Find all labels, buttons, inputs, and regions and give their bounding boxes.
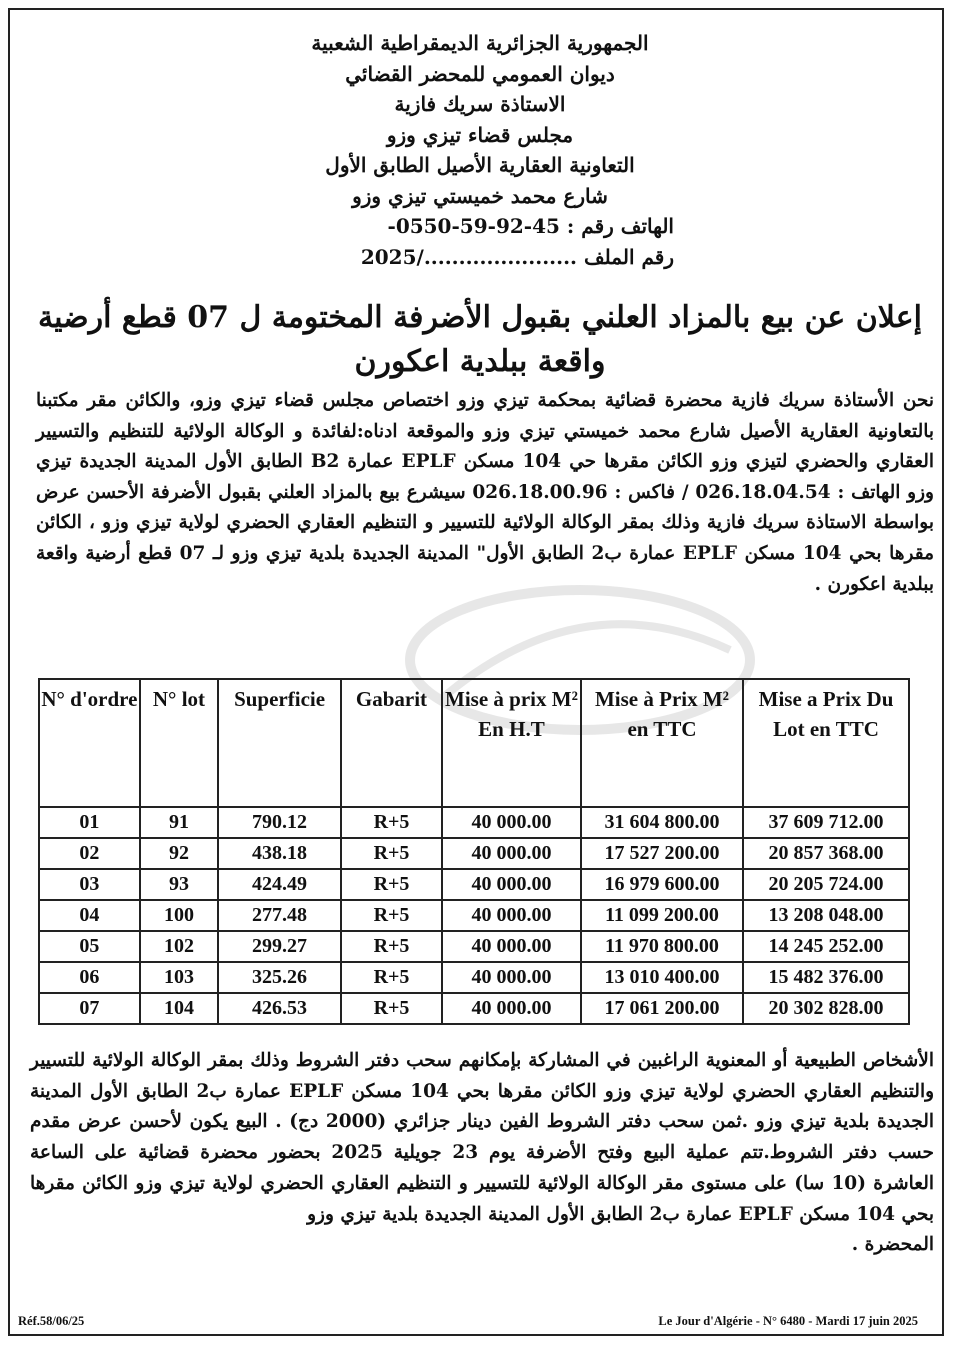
cell-gabarit: R+5	[341, 869, 442, 900]
cell-order: 01	[39, 807, 140, 838]
table-row	[39, 838, 909, 869]
journal-credit: Le Jour d'Algérie - N° 6480 - Mardi 17 juin 2025	[658, 1314, 918, 1328]
header-office: ديوان العمومي للمحضر القضائي	[345, 61, 615, 86]
cell-price-m2-ttc: 16 979 600.00	[581, 869, 743, 900]
cell-gabarit: R+5	[341, 900, 442, 931]
cell-lot: 91	[140, 807, 218, 838]
cell-price-ht: 40 000.00	[442, 962, 581, 993]
header-republic: الجمهورية الجزائرية الديمقراطية الشعبية	[311, 31, 649, 55]
table-body	[39, 807, 909, 1024]
cell-gabarit: R+5	[341, 993, 442, 1024]
cell-area: 438.18	[218, 838, 341, 869]
participation-text: الأشخاص الطبيعية أو المعنوية الراغبين في المشاركة بإمكانهم سحب دفتر الشروط وذلك بمقر الوكالة الولائية للتسيير والتنظيم العقاري الحضري لولاية تيزي وزو الكائن مقرها بحي 104 مسكن EPLF عمارة ب2 الطابق الأول المدينة الجديدة بلدية تيزي وزو .ثمن سحب دفتر الشروط الفين دينار جزائري (2000 دج) . البيع يكون لأحسن عرض مقدم حسب دفتر الشروط.تتم عملية البيع وفتح الأضرفة يوم 23 جويلية 2025 بحضور محضرة قضائية على الساعة العاشرة (10 سا) على مستوى مقر الوكالة الولائية للتسيير و التنظيم العقاري الحضري لولاية تيزي وزو الكائن مقرها بحي 104 مسكن EPLF عمارة ب2 الطابق الأول المدينة الجديدة بلدية تيزي وزو	[30, 1050, 935, 1225]
header-street: شارع محمد خميستي تيزي وزو	[352, 183, 608, 208]
cell-gabarit: R+5	[341, 962, 442, 993]
cell-price-lot-ttc: 20 302 828.00	[743, 993, 909, 1024]
cell-price-ht: 40 000.00	[442, 838, 581, 869]
header-court: مجلس قضاء تيزي وزو	[386, 122, 574, 147]
table-row	[39, 807, 909, 838]
cell-lot: 93	[140, 869, 218, 900]
col-price-m2-ttc: Mise à Prix M² en TTC	[581, 679, 743, 807]
announcement-title: إعلان عن بيع بالمزاد العلني بقبول الأضرفة المختومة ل 07 قطع أرضية واقعة ببلدية اعكورن	[38, 300, 922, 379]
cell-price-lot-ttc: 13 208 048.00	[743, 900, 909, 931]
participation-paragraph	[30, 1046, 934, 1261]
header-file-number: رقم الملف ....................../2025	[360, 244, 674, 269]
table-header-row	[39, 679, 909, 807]
cell-lot: 92	[140, 838, 218, 869]
cell-price-ht: 40 000.00	[442, 993, 581, 1024]
cell-order: 02	[39, 838, 140, 869]
cell-area: 426.53	[218, 993, 341, 1024]
cell-gabarit: R+5	[341, 931, 442, 962]
cell-price-m2-ttc: 11 970 800.00	[581, 931, 743, 962]
col-area: Superficie	[218, 679, 341, 807]
intro-paragraph: نحن الأستاذة سريك فازية محضرة قضائية بمحكمة تيزي وزو اختصاص مجلس قضاء تيزي وزو، والكائن مقر مكتبنا بالتعاونية العقارية الأصيل شارع محمد خميستي تيزي وزو والموقعة ادناه:لفائدة و الوكالة الولائية للتنظيم والتسيير العقاري والحضري لتيزي وزو الكائن مقرها حي 104 مسكن EPLF عمارة B2 الطابق الأول المدينة الجديدة تيزي وزو الهاتف : 026.18.04.54 / فاكس : 026.18.00.96 سيشرع بيع بالمزاد العلني بقبول الأضرفة الأحسن عرض بواسطة الاستاذة سريك فازية وذلك بمقر الوكالة الولائية للتسيير و التنظيم العقاري الحضري لولاية تيزي وزو ، الكائن مقرها بحي 104 مسكن EPLF عمارة ب2 الطابق الأول" المدينة الجديدة بلدية تيزي وزو لـ 07 قطع أرضية واقعة ببلدية اعكورن .	[36, 390, 935, 595]
table-row	[39, 869, 909, 900]
cell-price-m2-ttc: 17 061 200.00	[581, 993, 743, 1024]
cell-lot: 103	[140, 962, 218, 993]
cell-price-m2-ttc: 11 099 200.00	[581, 900, 743, 931]
table-row	[39, 900, 909, 931]
cell-price-m2-ttc: 17 527 200.00	[581, 838, 743, 869]
cell-price-ht: 40 000.00	[442, 807, 581, 838]
cell-area: 299.27	[218, 931, 341, 962]
signature-label: المحضرة .	[851, 1234, 934, 1256]
table-row	[39, 962, 909, 993]
cell-price-m2-ttc: 31 604 800.00	[581, 807, 743, 838]
cell-lot: 102	[140, 931, 218, 962]
cell-gabarit: R+5	[341, 838, 442, 869]
cell-order: 03	[39, 869, 140, 900]
table-row	[39, 931, 909, 962]
cell-area: 790.12	[218, 807, 341, 838]
cell-price-m2-ttc: 13 010 400.00	[581, 962, 743, 993]
cell-price-ht: 40 000.00	[442, 900, 581, 931]
cell-area: 277.48	[218, 900, 341, 931]
cell-order: 04	[39, 900, 140, 931]
cell-price-lot-ttc: 20 857 368.00	[743, 838, 909, 869]
cell-gabarit: R+5	[341, 807, 442, 838]
cell-order: 07	[39, 993, 140, 1024]
header-phone: الهاتف رقم : 45-92-59-0550-	[387, 214, 674, 238]
cell-order: 06	[39, 962, 140, 993]
col-order: N° d'ordre	[39, 679, 140, 807]
cell-area: 424.49	[218, 869, 341, 900]
reference-number: Réf.58/06/25	[18, 1314, 85, 1328]
cell-price-ht: 40 000.00	[442, 931, 581, 962]
col-price-m2-ht: Mise à prix M² En H.T	[442, 679, 581, 807]
header-block	[200, 28, 760, 272]
table-row	[39, 993, 909, 1024]
header-cooperative: التعاونية العقارية الأصيل الطابق الأول	[325, 153, 635, 177]
cell-area: 325.26	[218, 962, 341, 993]
cell-price-lot-ttc: 14 245 252.00	[743, 931, 909, 962]
cell-order: 05	[39, 931, 140, 962]
cell-lot: 104	[140, 993, 218, 1024]
header-bailiff-name: الاستاذة سريك فازية	[394, 92, 566, 116]
col-gabarit: Gabarit	[341, 679, 442, 807]
cell-price-lot-ttc: 37 609 712.00	[743, 807, 909, 838]
lots-table	[38, 678, 910, 1025]
cell-lot: 100	[140, 900, 218, 931]
cell-price-ht: 40 000.00	[442, 869, 581, 900]
col-lot: N° lot	[140, 679, 218, 807]
cell-price-lot-ttc: 20 205 724.00	[743, 869, 909, 900]
cell-price-lot-ttc: 15 482 376.00	[743, 962, 909, 993]
col-price-lot-ttc: Mise a Prix Du Lot en TTC	[743, 679, 909, 807]
